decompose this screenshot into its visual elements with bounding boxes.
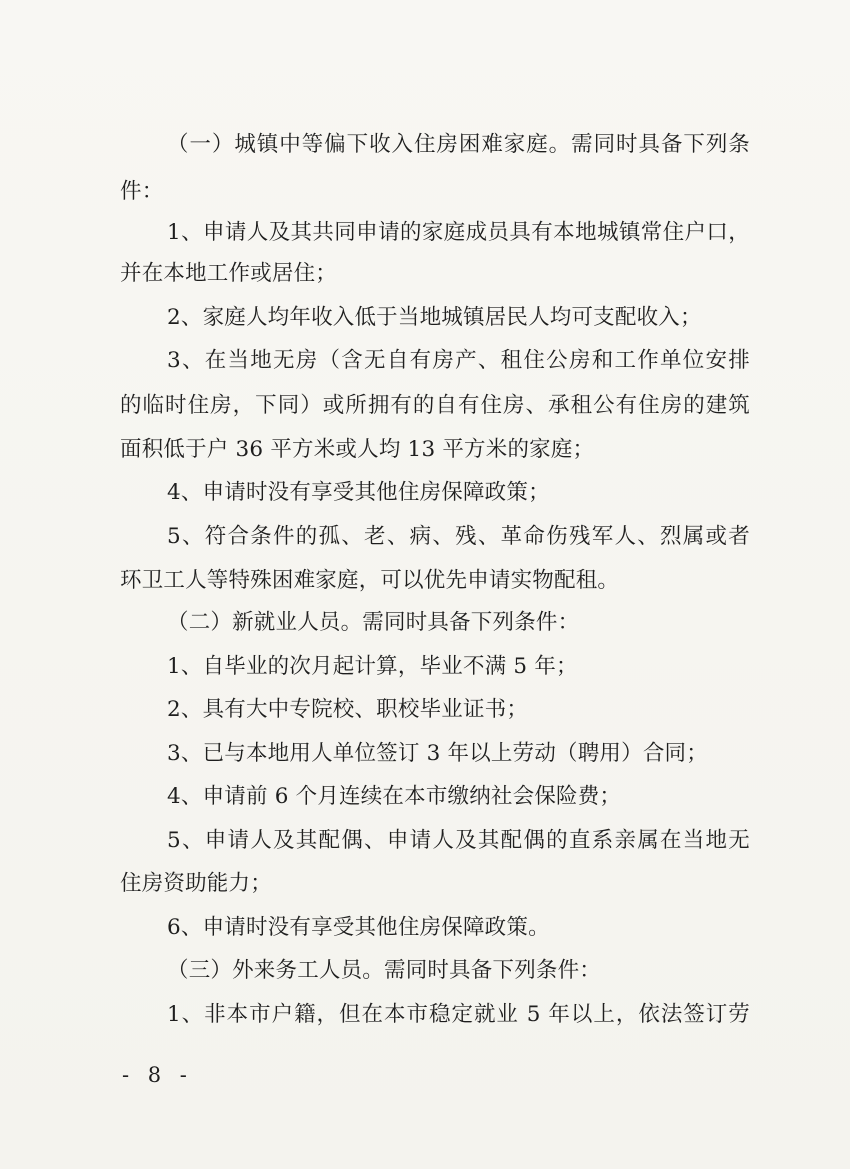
- paragraph-line: 并在本地工作或居住；: [120, 261, 338, 286]
- paragraph-line: 1、非本市户籍，但在本市稳定就业 5 年以上，依法签订劳: [167, 1002, 750, 1027]
- paragraph-line: 件：: [120, 179, 164, 204]
- paragraph-line: 的临时住房，下同）或所拥有的自有住房、承租公有住房的建筑: [120, 393, 750, 418]
- paragraph-line: （一）城镇中等偏下收入住房困难家庭。需同时具备下列条: [167, 132, 750, 157]
- paragraph-line: 1、申请人及其共同申请的家庭成员具有本地城镇常住户口，: [167, 220, 750, 245]
- paragraph-line: 3、在当地无房（含无自有房产、租住公房和工作单位安排: [167, 348, 750, 373]
- paragraph-line: 2、家庭人均年收入低于当地城镇居民人均可支配收入；: [167, 305, 702, 330]
- paragraph-line: 2、具有大中专院校、职校毕业证书；: [167, 697, 529, 722]
- paragraph-line: （三）外来务工人员。需同时具备下列条件：: [167, 958, 602, 983]
- paragraph-line: 4、申请前 6 个月连续在本市缴纳社会保险费；: [167, 784, 622, 809]
- paragraph-line: 1、自毕业的次月起计算，毕业不满 5 年；: [167, 654, 578, 679]
- paragraph-line: 6、申请时没有享受其他住房保障政策。: [167, 915, 550, 940]
- paragraph-line: （二）新就业人员。需同时具备下列条件：: [167, 610, 580, 635]
- paragraph-line: 5、符合条件的孤、老、病、残、革命伤残军人、烈属或者: [167, 524, 750, 549]
- paragraph-line: 住房资助能力；: [120, 871, 272, 896]
- paragraph-line: 环卫工人等特殊困难家庭，可以优先申请实物配租。: [120, 568, 620, 593]
- page-number: - 8 -: [122, 1063, 193, 1087]
- paragraph-line: 面积低于户 36 平方米或人均 13 平方米的家庭；: [120, 437, 595, 462]
- paragraph-line: 5、申请人及其配偶、申请人及其配偶的直系亲属在当地无: [167, 828, 750, 853]
- paragraph-line: 4、申请时没有享受其他住房保障政策；: [167, 480, 550, 505]
- paragraph-line: 3、已与本地用人单位签订 3 年以上劳动（聘用）合同；: [167, 741, 708, 766]
